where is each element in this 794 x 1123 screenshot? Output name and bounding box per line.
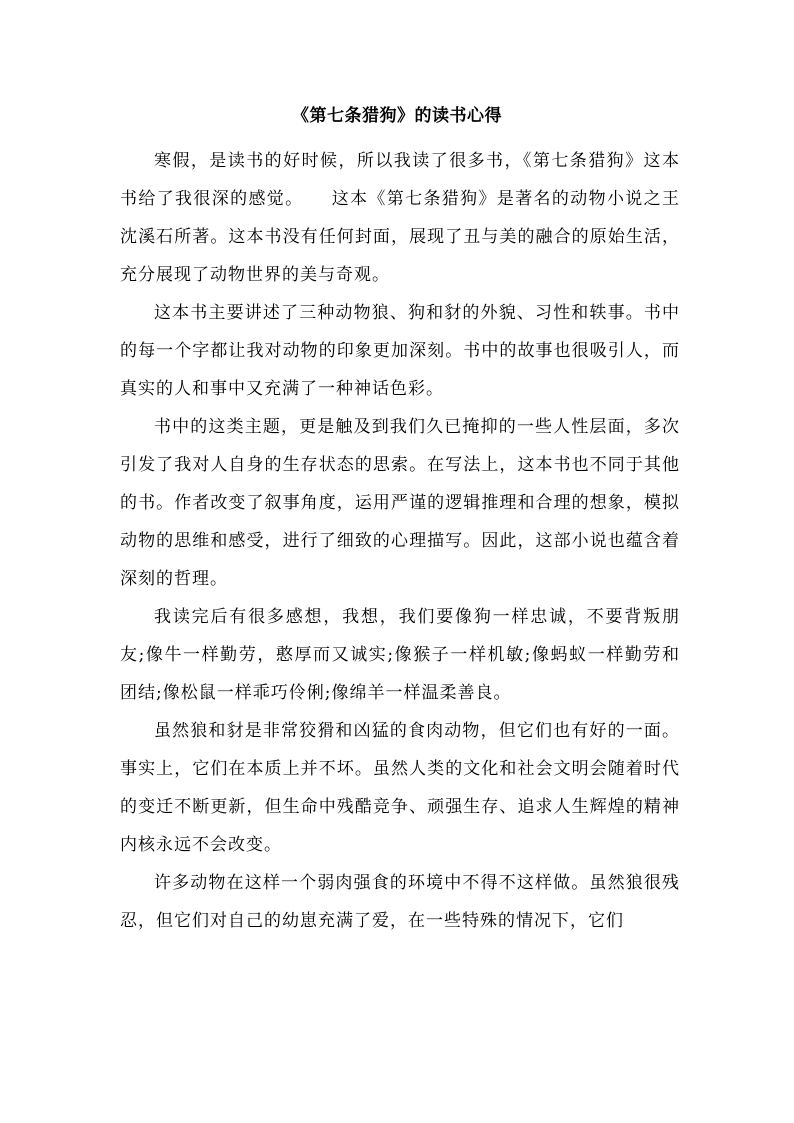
paragraph-3: 书中的这类主题，更是触及到我们久已掩抑的一些人性层面，多次引发了我对人自身的生存状态的思索。在写法上，这本书也不同于其他的书。作者改变了叙事角度，运用严谨的逻辑推理和合理的想象，模拟动物的思维和感受，进行了细致的心理描写。因此，这部小说也蕴含着深刻的哲理。 [120,417,680,589]
paragraph-5: 虽然狼和豺是非常狡猾和凶猛的食肉动物，但它们也有好的一面。事实上，它们在本质上并不坏。虽然人类的文化和社会文明会随着时代的变迁不断更新，但生命中残酷竞争、顽强生存、追求人生辉煌的精神内核永远不会改变。 [120,721,680,855]
paragraph-4: 我读完后有很多感想，我想，我们要像狗一样忠诚，不要背叛朋友;像牛一样勤劳，憨厚而又诚实;像猴子一样机敏;像蚂蚁一样勤劳和团结;像松鼠一样乖巧伶俐;像绵羊一样温柔善良。 [120,607,680,703]
document-title: 《第七条猎狗》的读书心得 [292,106,502,126]
paragraph-2: 这本书主要讲述了三种动物狼、狗和豺的外貌、习性和轶事。书中的每一个字都让我对动物的印象更加深刻。书中的故事也很吸引人，而真实的人和事中又充满了一种神话色彩。 [120,303,680,399]
document-body [120,142,680,940]
paragraph-6: 许多动物在这样一个弱肉强食的环境中不得不这样做。虽然狼很残忍，但它们对自己的幼崽充满了爱，在一些特殊的情况下，它们 [120,873,680,931]
paragraph-1: 寒假，是读书的好时候，所以我读了很多书，《第七条猎狗》这本书给了我很深的感觉。 这本《第七条猎狗》是著名的动物小说之王沈溪石所著。这本书没有任何封面，展现了丑与美的融合的原始生活，充分展现了动物世界的美与奇观。 [120,151,680,285]
